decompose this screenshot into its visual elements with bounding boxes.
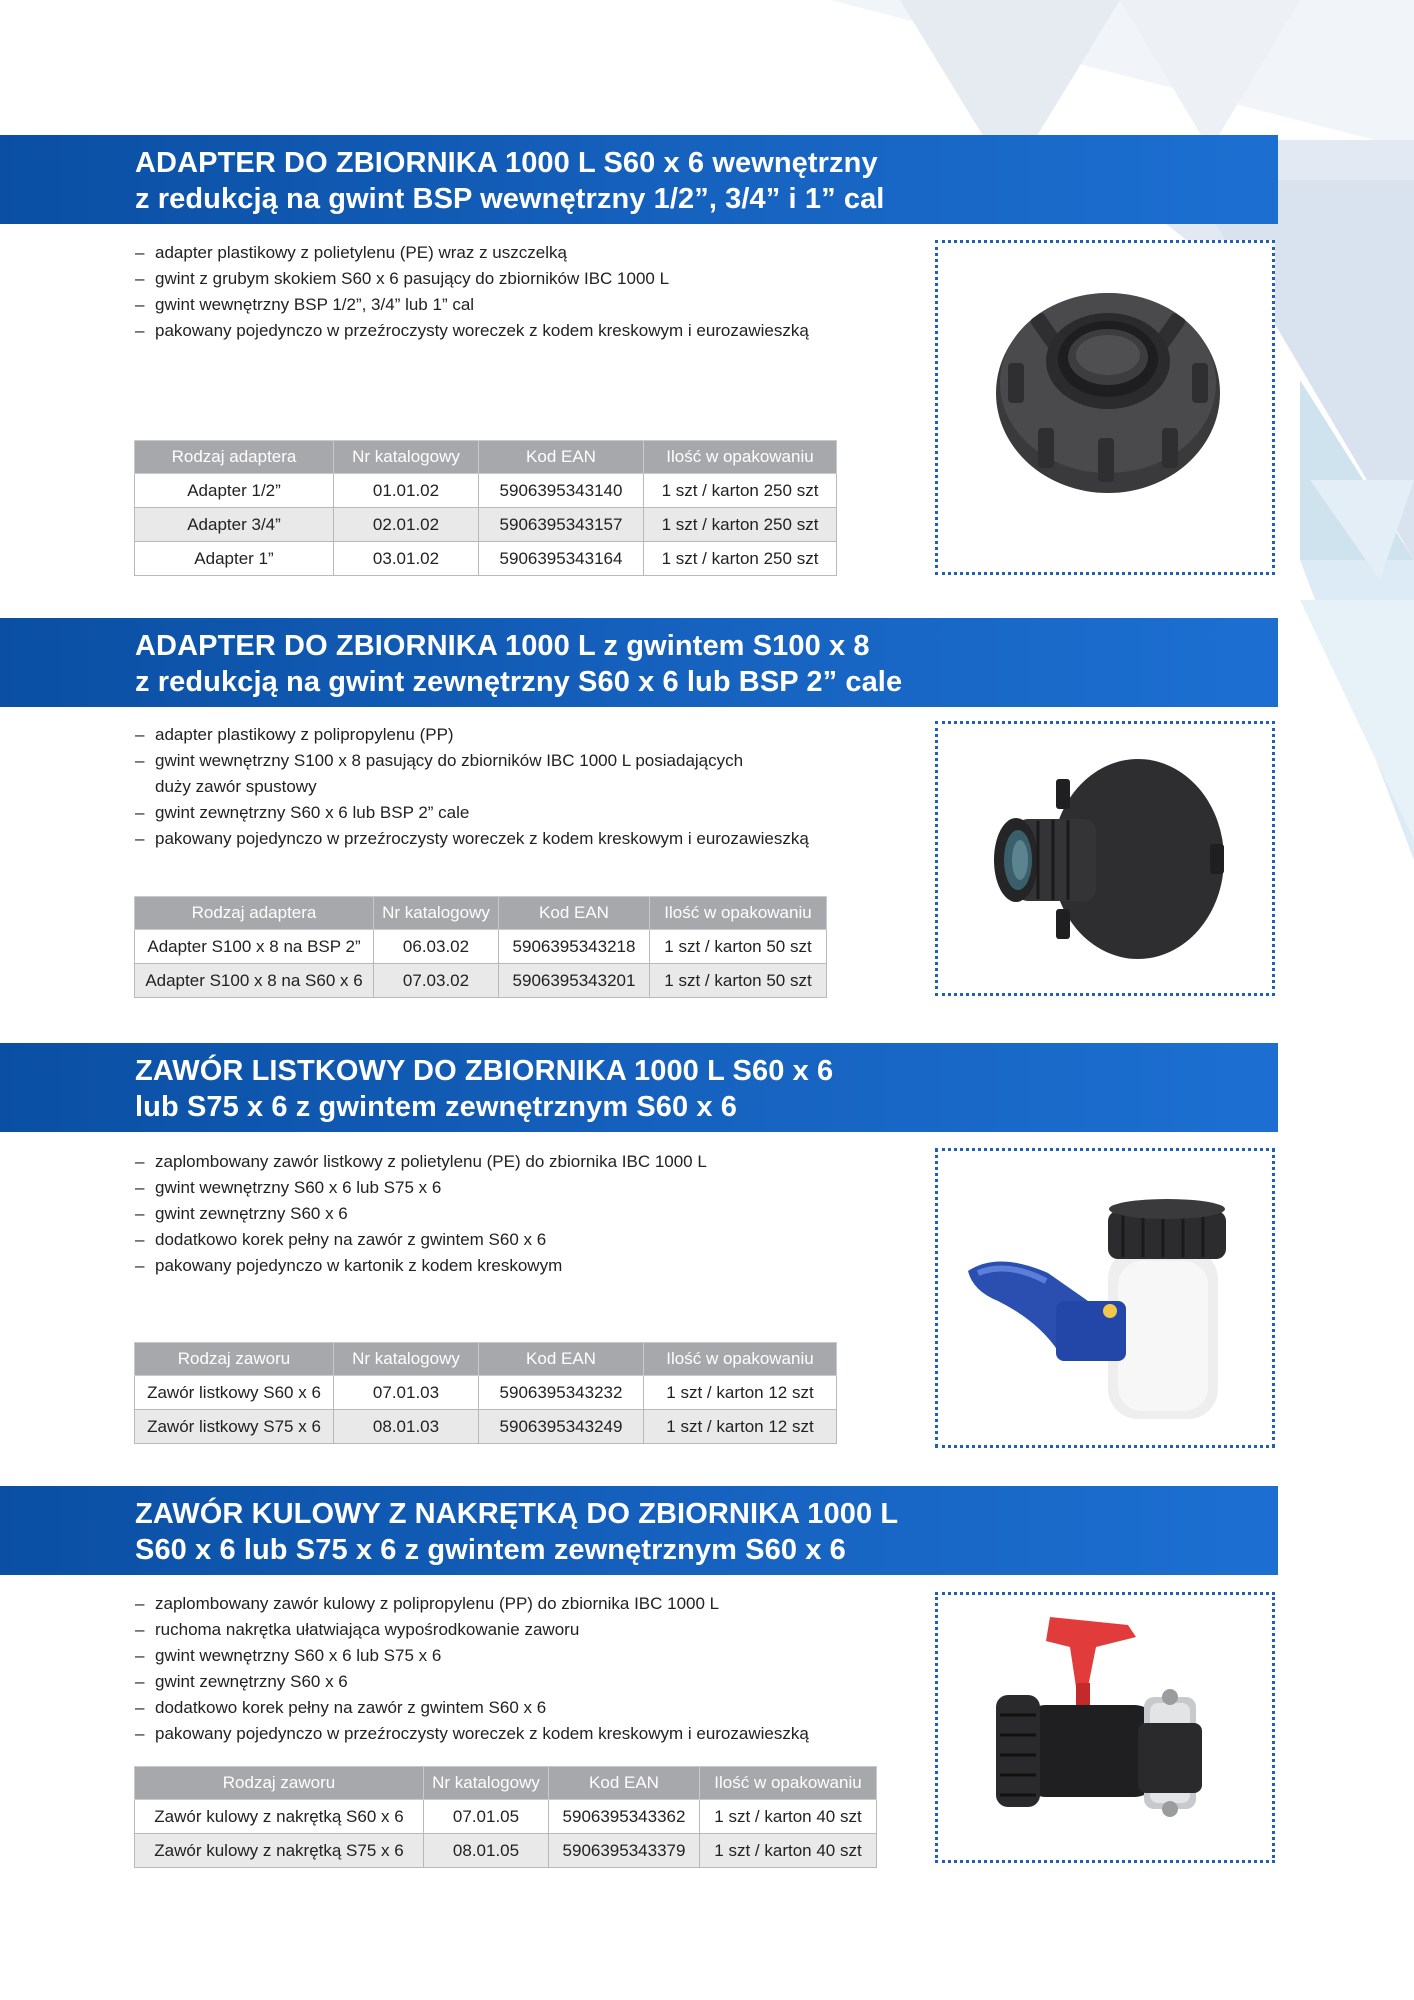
cell: Zawór listkowy S75 x 6 <box>135 1410 334 1444</box>
feature-item: – zaplombowany zawór kulowy z polipropylenu (PP) do zbiornika IBC 1000 L <box>135 1591 809 1617</box>
cell: 5906395343164 <box>479 542 644 576</box>
section-3-feature-list <box>135 1149 707 1279</box>
table-row <box>135 474 837 508</box>
section-3-product-photo <box>935 1148 1275 1448</box>
col-header: Nr katalogowy <box>374 897 499 930</box>
feature-item: – pakowany pojedynczo w kartonik z kodem kreskowym <box>135 1253 707 1279</box>
table-header-row <box>135 441 837 474</box>
feature-item: – dodatkowo korek pełny na zawór z gwintem S60 x 6 <box>135 1227 707 1253</box>
col-header: Ilość w opakowaniu <box>644 1343 837 1376</box>
section-4-title-banner <box>0 1486 1278 1575</box>
section-2-spec-table <box>134 896 827 998</box>
cell: 5906395343157 <box>479 508 644 542</box>
feature-item: – adapter plastikowy z polipropylenu (PP) <box>135 722 809 748</box>
col-header: Rodzaj adaptera <box>135 897 374 930</box>
section-2-title-line2: z redukcją na gwint zewnętrzny S60 x 6 lub BSP 2” cale <box>135 666 903 698</box>
cell: 01.01.02 <box>334 474 479 508</box>
table-row <box>135 930 827 964</box>
feature-item: – pakowany pojedynczo w przeźroczysty woreczek z kodem kreskowym i eurozawieszką <box>135 826 809 852</box>
section-4-title-line1: ZAWÓR KULOWY Z NAKRĘTKĄ DO ZBIORNIKA 1000 L <box>135 1498 899 1530</box>
table-row <box>135 964 827 998</box>
feature-item: – gwint zewnętrzny S60 x 6 lub BSP 2” cale <box>135 800 809 826</box>
feature-item: – pakowany pojedynczo w przeźroczysty woreczek z kodem kreskowym i eurozawieszką <box>135 1721 809 1747</box>
feature-item-continuation: duży zawór spustowy <box>155 777 317 796</box>
cell: 5906395343140 <box>479 474 644 508</box>
cell: 5906395343218 <box>499 930 650 964</box>
table-row <box>135 1834 877 1868</box>
feature-item: – adapter plastikowy z polietylenu (PE) wraz z uszczelką <box>135 240 809 266</box>
cell: Adapter S100 x 8 na BSP 2” <box>135 930 374 964</box>
cell: 5906395343379 <box>549 1834 700 1868</box>
feature-item: – gwint zewnętrzny S60 x 6 <box>135 1201 707 1227</box>
cell: Zawór listkowy S60 x 6 <box>135 1376 334 1410</box>
threaded-cap-adapter-icon <box>938 243 1272 572</box>
section-4-product-photo <box>935 1592 1275 1863</box>
table-row <box>135 1800 877 1834</box>
cell: 1 szt / karton 250 szt <box>644 542 837 576</box>
cell: 1 szt / karton 250 szt <box>644 508 837 542</box>
section-1-title-banner <box>0 135 1278 224</box>
feature-item: – gwint wewnętrzny S60 x 6 lub S75 x 6 <box>135 1175 707 1201</box>
section-1-spec-table <box>134 440 837 576</box>
table-row <box>135 1410 837 1444</box>
feature-item: – gwint zewnętrzny S60 x 6 <box>135 1669 809 1695</box>
cell: 06.03.02 <box>374 930 499 964</box>
cell: Adapter 1/2” <box>135 474 334 508</box>
section-1-product-photo <box>935 240 1275 575</box>
section-2-product-photo <box>935 721 1275 996</box>
col-header: Rodzaj adaptera <box>135 441 334 474</box>
col-header: Kod EAN <box>549 1767 700 1800</box>
table-header-row <box>135 1343 837 1376</box>
section-3-title-banner <box>0 1043 1278 1132</box>
section-2-feature-list <box>135 722 809 852</box>
col-header: Kod EAN <box>479 441 644 474</box>
section-3-title-line1: ZAWÓR LISTKOWY DO ZBIORNIKA 1000 L S60 x 6 <box>135 1055 834 1087</box>
col-header: Rodzaj zaworu <box>135 1343 334 1376</box>
col-header: Kod EAN <box>479 1343 644 1376</box>
feature-item: – dodatkowo korek pełny na zawór z gwintem S60 x 6 <box>135 1695 809 1721</box>
cell: Adapter 1” <box>135 542 334 576</box>
cell: Zawór kulowy z nakrętką S75 x 6 <box>135 1834 424 1868</box>
feature-item: – zaplombowany zawór listkowy z polietylenu (PE) do zbiornika IBC 1000 L <box>135 1149 707 1175</box>
table-row <box>135 1376 837 1410</box>
col-header: Kod EAN <box>499 897 650 930</box>
section-1-feature-list <box>135 240 809 344</box>
cell: 07.01.05 <box>424 1800 549 1834</box>
cell: 1 szt / karton 250 szt <box>644 474 837 508</box>
section-3-spec-table <box>134 1342 837 1444</box>
cell: 1 szt / karton 12 szt <box>644 1376 837 1410</box>
col-header: Ilość w opakowaniu <box>700 1767 877 1800</box>
section-4-title-line2: S60 x 6 lub S75 x 6 z gwintem zewnętrznym S60 x 6 <box>135 1534 846 1566</box>
table-row <box>135 542 837 576</box>
section-1-title-line1: ADAPTER DO ZBIORNIKA 1000 L S60 x 6 wewnętrzny <box>135 147 878 179</box>
feature-item: – gwint wewnętrzny S60 x 6 lub S75 x 6 <box>135 1643 809 1669</box>
col-header: Nr katalogowy <box>334 1343 479 1376</box>
section-2-title-banner <box>0 618 1278 707</box>
butterfly-valve-icon <box>938 1151 1272 1445</box>
cell: 07.01.03 <box>334 1376 479 1410</box>
section-3-title-line2: lub S75 x 6 z gwintem zewnętrznym S60 x 6 <box>135 1091 738 1123</box>
reducer-adapter-icon <box>938 724 1272 993</box>
feature-item: – gwint wewnętrzny S100 x 8 pasujący do zbiorników IBC 1000 L posiadających duży zawór spustowy <box>135 748 809 800</box>
cell: 07.03.02 <box>374 964 499 998</box>
feature-item: – gwint wewnętrzny BSP 1/2”, 3/4” lub 1” cal <box>135 292 809 318</box>
col-header: Ilość w opakowaniu <box>650 897 827 930</box>
cell: 02.01.02 <box>334 508 479 542</box>
section-4-spec-table <box>134 1766 877 1868</box>
cell: 1 szt / karton 40 szt <box>700 1834 877 1868</box>
col-header: Rodzaj zaworu <box>135 1767 424 1800</box>
cell: Adapter S100 x 8 na S60 x 6 <box>135 964 374 998</box>
col-header: Nr katalogowy <box>334 441 479 474</box>
cell: 5906395343362 <box>549 1800 700 1834</box>
cell: 1 szt / karton 40 szt <box>700 1800 877 1834</box>
cell: 08.01.03 <box>334 1410 479 1444</box>
section-1-title-line2: z redukcją na gwint BSP wewnętrzny 1/2”, 3/4” i 1” cal <box>135 183 885 215</box>
cell: 1 szt / karton 50 szt <box>650 964 827 998</box>
table-header-row <box>135 1767 877 1800</box>
cell: 1 szt / karton 12 szt <box>644 1410 837 1444</box>
col-header: Ilość w opakowaniu <box>644 441 837 474</box>
cell: 5906395343201 <box>499 964 650 998</box>
cell: 08.01.05 <box>424 1834 549 1868</box>
feature-item: – pakowany pojedynczo w przeźroczysty woreczek z kodem kreskowym i eurozawieszką <box>135 318 809 344</box>
cell: Zawór kulowy z nakrętką S60 x 6 <box>135 1800 424 1834</box>
table-header-row <box>135 897 827 930</box>
cell: 03.01.02 <box>334 542 479 576</box>
cell: 1 szt / karton 50 szt <box>650 930 827 964</box>
table-row <box>135 508 837 542</box>
feature-item: – ruchoma nakrętka ułatwiająca wypośrodkowanie zaworu <box>135 1617 809 1643</box>
ball-valve-icon <box>938 1595 1272 1860</box>
section-4-feature-list <box>135 1591 809 1747</box>
cell: 5906395343232 <box>479 1376 644 1410</box>
col-header: Nr katalogowy <box>424 1767 549 1800</box>
feature-item: – gwint z grubym skokiem S60 x 6 pasujący do zbiorników IBC 1000 L <box>135 266 809 292</box>
cell: Adapter 3/4” <box>135 508 334 542</box>
section-2-title-line1: ADAPTER DO ZBIORNIKA 1000 L z gwintem S100 x 8 <box>135 630 870 662</box>
cell: 5906395343249 <box>479 1410 644 1444</box>
